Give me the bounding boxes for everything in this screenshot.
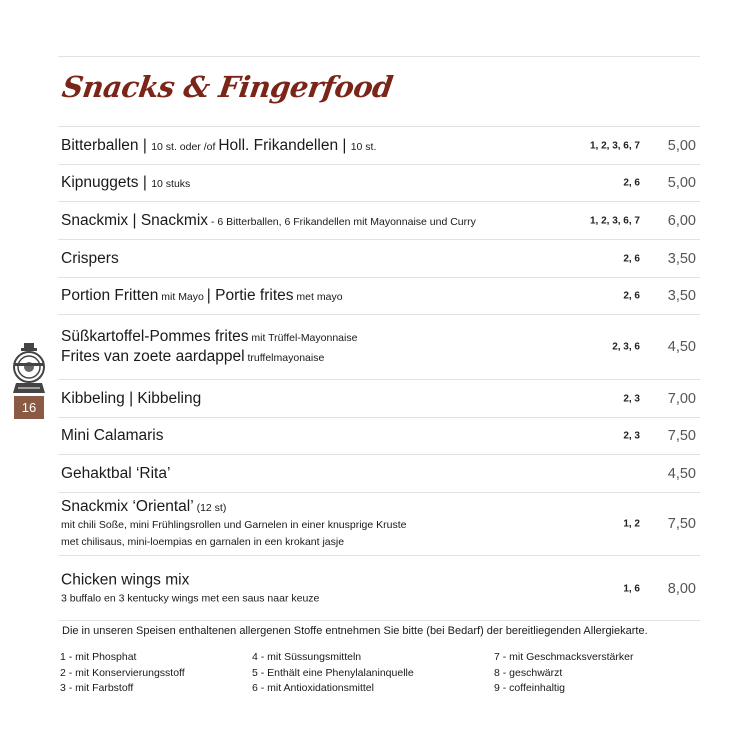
legend-entry: 1 - mit Phosphat xyxy=(60,651,137,663)
allergen-codes: 2, 6 xyxy=(623,177,640,189)
item-price: 6,00 xyxy=(667,212,696,229)
item-price: 5,00 xyxy=(667,175,696,191)
item-price: 4,50 xyxy=(667,465,696,482)
item-price: 4,50 xyxy=(667,339,696,355)
menu-item-name xyxy=(61,327,581,367)
legend-entry: 8 - geschwärzt xyxy=(494,666,563,679)
allergen-codes: 2, 6 xyxy=(623,290,640,302)
item-name-text: Süßkartoffel-Pommes frites xyxy=(61,328,249,345)
menu-item xyxy=(58,164,700,201)
menu-item-name xyxy=(61,497,581,551)
item-name-text: Mini Calamaris xyxy=(61,427,164,444)
item-price: 8,00 xyxy=(667,580,696,597)
item-name-line xyxy=(61,286,581,306)
item-name-text: Frites van zoete aardappel xyxy=(61,348,245,365)
menu-item xyxy=(58,126,700,164)
menu-item xyxy=(58,454,700,492)
item-price: 7,00 xyxy=(667,390,696,407)
item-price: 7,50 xyxy=(667,428,696,444)
menu-list xyxy=(58,126,700,621)
item-description-text: 10 stuks xyxy=(151,178,191,190)
item-name-text: Kibbeling xyxy=(61,389,125,407)
page-number: 16 xyxy=(14,396,44,419)
item-name-text: Crispers xyxy=(61,249,119,267)
allergen-note: Die in unseren Speisen enthaltenen allergenen Stoffe entnehmen Sie bitte (bei Bedarf) der bereitliegenden Allergiekarte. xyxy=(62,625,648,637)
legend-column xyxy=(252,650,414,697)
allergen-codes: 1, 2 xyxy=(623,518,640,530)
section-title: Snacks & Fingerfood xyxy=(60,70,395,104)
allergen-codes: 1, 2, 3, 6, 7 xyxy=(589,140,640,151)
legend-entry: 6 - mit Antioxidationsmittel xyxy=(252,682,374,694)
menu-item-name xyxy=(61,426,581,446)
item-name-text: | Portie frites xyxy=(206,287,294,304)
item-name-text: Holl. Frikandellen xyxy=(218,136,339,154)
legend-entry: 2 - mit Konservierungsstoff xyxy=(60,666,185,679)
menu-item xyxy=(58,201,700,239)
item-name-text: Chicken wings mix xyxy=(61,571,190,589)
menu-item xyxy=(58,239,700,277)
menu-item xyxy=(58,314,700,379)
item-name-line xyxy=(61,347,581,367)
menu-item xyxy=(58,379,700,417)
item-name-text: | xyxy=(338,136,351,154)
item-name-text: | xyxy=(128,211,141,229)
item-name-text: Kipnuggets xyxy=(61,174,139,191)
item-name-text: Snackmix xyxy=(140,211,209,229)
item-description-text: mit Trüffel-Mayonnaise xyxy=(248,332,358,344)
item-name-text: Snackmix ‘Oriental’ xyxy=(61,498,194,516)
allergen-codes: 2, 3 xyxy=(623,430,640,442)
menu-item-name xyxy=(61,389,581,409)
item-name-text: Kibbeling xyxy=(137,389,202,407)
menu-item-name xyxy=(61,136,581,156)
legend-entry: 4 - mit Süssungsmitteln xyxy=(252,651,362,663)
menu-item-name xyxy=(61,286,581,306)
menu-item xyxy=(58,277,700,314)
menu-item xyxy=(58,555,700,621)
allergen-codes: 2, 3, 6 xyxy=(612,341,640,353)
item-description-text: met mayo xyxy=(293,291,343,303)
item-description-text: 10 st. oder /of xyxy=(151,140,219,153)
item-name-line xyxy=(61,570,581,590)
allergen-codes: 1, 6 xyxy=(623,583,640,594)
menu-item xyxy=(58,492,700,555)
item-name-line xyxy=(61,136,581,156)
allergen-codes: 1, 2, 3, 6, 7 xyxy=(589,215,640,226)
item-price: 3,50 xyxy=(667,250,696,267)
item-name-text: Portion Fritten xyxy=(61,287,159,304)
item-name-line xyxy=(61,389,581,409)
item-description: met chilisaus, mini-loempias en garnalen in een krokant jasje xyxy=(61,536,345,548)
item-name-text: Bitterballen xyxy=(61,136,139,154)
menu-item-name xyxy=(61,570,581,607)
train-locomotive-icon xyxy=(12,343,46,402)
item-description-text: truffelmayonaise xyxy=(244,352,325,364)
item-description-text: (12 st) xyxy=(193,502,227,515)
legend-entry: 7 - mit Geschmacksverstärker xyxy=(494,651,634,663)
allergen-codes: 2, 6 xyxy=(623,253,640,264)
item-name-line xyxy=(61,497,581,517)
item-name-text: | xyxy=(138,136,152,154)
item-description: 3 buffalo en 3 kentucky wings met een saus naar keuze xyxy=(61,592,320,605)
item-name-line xyxy=(61,249,581,269)
top-divider xyxy=(58,56,700,57)
item-name-text: Gehaktbal ‘Rita’ xyxy=(61,464,171,482)
menu-item-name xyxy=(61,173,581,193)
menu-item xyxy=(58,417,700,454)
item-name-text: Snackmix xyxy=(61,211,129,229)
allergen-codes: 2, 3 xyxy=(623,393,640,404)
item-name-line xyxy=(61,173,581,193)
item-price: 5,00 xyxy=(667,137,696,154)
legend-entry: 5 - Enthält eine Phenylalaninquelle xyxy=(252,666,414,679)
item-name-text: | xyxy=(124,389,138,407)
item-price: 7,50 xyxy=(667,516,696,532)
legend-entry: 3 - mit Farbstoff xyxy=(60,682,134,694)
legend-column xyxy=(60,650,185,697)
item-name-line xyxy=(61,327,581,347)
bottom-divider xyxy=(58,620,700,621)
item-description-text: mit Mayo xyxy=(158,291,207,303)
item-name-line xyxy=(61,426,581,446)
item-price: 3,50 xyxy=(667,288,696,304)
item-name-line xyxy=(61,211,581,231)
item-description-text: - 6 Bitterballen, 6 Frikandellen mit Mayonnaise und Curry xyxy=(208,215,476,228)
item-name-text: | xyxy=(138,174,152,191)
menu-item-name xyxy=(61,464,581,484)
item-description: mit chili Soße, mini Frühlingsrollen und Garnelen in einer knusprige Kruste xyxy=(61,519,407,532)
menu-item-name xyxy=(61,211,581,231)
legend-entry: 9 - coffeinhaltig xyxy=(494,682,566,694)
item-name-line xyxy=(61,464,581,484)
menu-item-name xyxy=(61,249,581,269)
legend-column xyxy=(494,650,633,697)
item-description-text: 10 st. xyxy=(350,140,377,153)
